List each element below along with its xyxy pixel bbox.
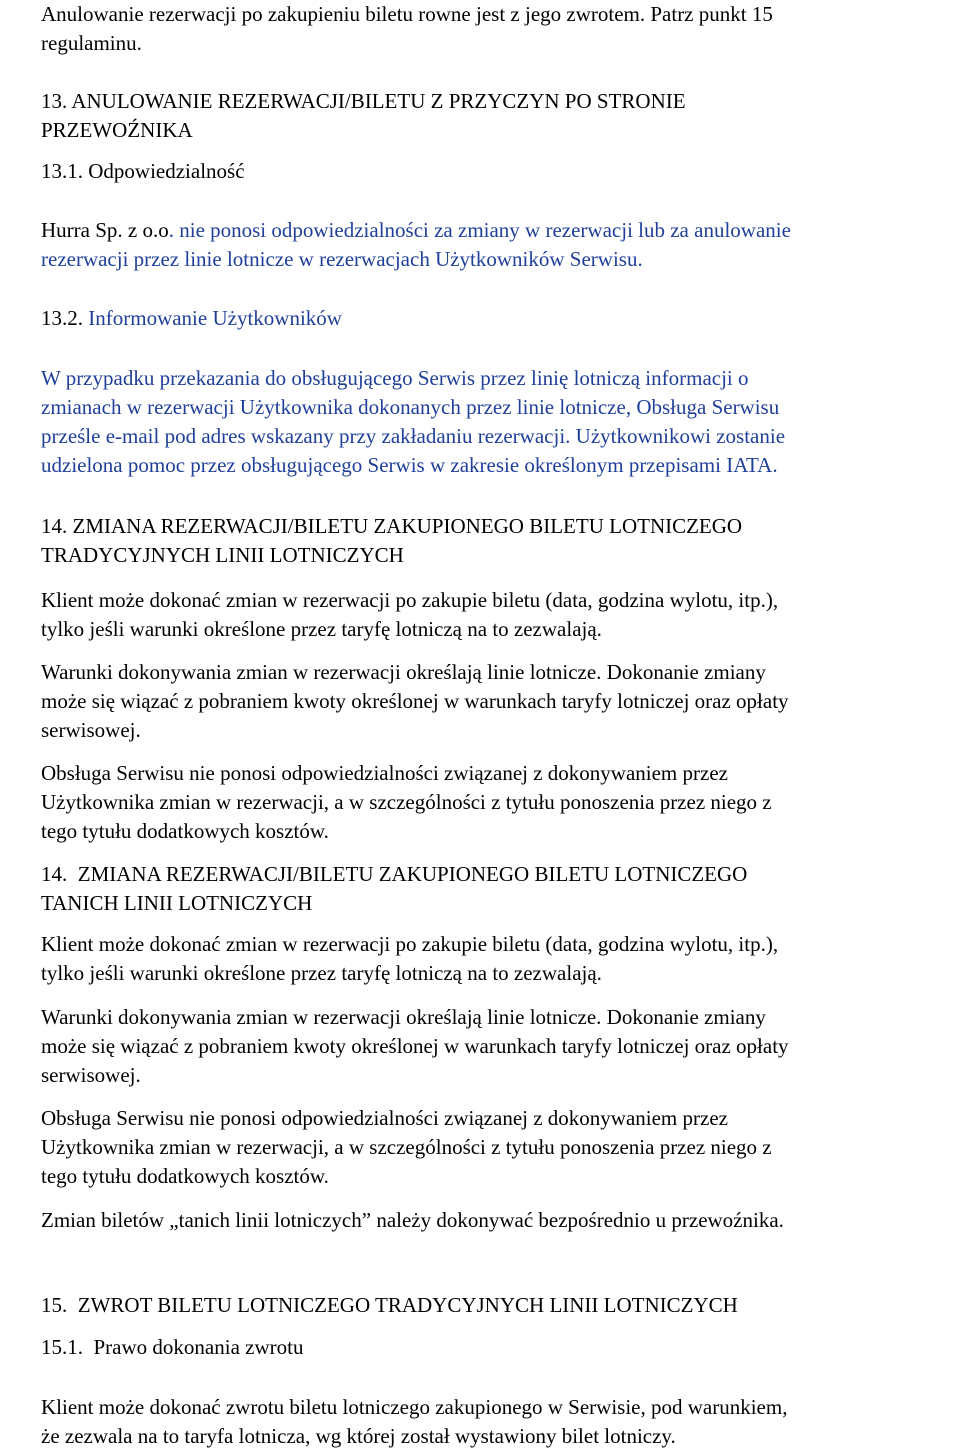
paragraph-line: Warunki dokonywania zmian w rezerwacji określają linie lotnicze. Dokonanie zmiany bbox=[41, 660, 766, 684]
paragraph-13-1 bbox=[41, 216, 791, 245]
section-13-heading: 13. ANULOWANIE REZERWACJI/BILETU Z PRZYCZYN PO STRONIE bbox=[41, 89, 686, 113]
company-name: Hurra Sp. z o.o bbox=[41, 218, 169, 242]
paragraph-line: Klient może dokonać zwrotu biletu lotniczego zakupionego w Serwisie, pod warunkiem, bbox=[41, 1395, 788, 1419]
paragraph-line: tego tytułu dodatkowych kosztów. bbox=[41, 1164, 329, 1188]
paragraph-line: Klient może dokonać zmian w rezerwacji po zakupie biletu (data, godzina wylotu, itp.), bbox=[41, 932, 779, 956]
section-15-heading: 15. ZWROT BILETU LOTNICZEGO TRADYCYJNYCH LINII LOTNICZYCH bbox=[41, 1293, 738, 1317]
paragraph-text: rezerwacji przez linie lotnicze w rezerwacjach Użytkowników Serwisu. bbox=[41, 247, 643, 271]
paragraph-13-2-line: zmianach w rezerwacji Użytkownika dokonanych przez linie lotnicze, Obsługa Serwisu bbox=[41, 395, 780, 419]
subsection-13-2-title bbox=[41, 304, 342, 333]
paragraph-line: może się wiązać z pobraniem kwoty określonej w warunkach taryfy lotniczej oraz opłaty bbox=[41, 689, 789, 713]
subsection-13-1-title: 13.1. Odpowiedzialność bbox=[41, 159, 245, 183]
paragraph-13-2-line: prześle e-mail pod adres wskazany przy zakładaniu rezerwacji. Użytkownikowi zostanie bbox=[41, 424, 786, 448]
paragraph-line: Zmian biletów „tanich linii lotniczych” należy dokonywać bezpośrednio u przewoźnika. bbox=[41, 1208, 784, 1232]
paragraph-text: . nie ponosi odpowiedzialności za zmiany w rezerwacji lub za anulowanie bbox=[168, 218, 791, 242]
paragraph-line: serwisowej. bbox=[41, 1063, 141, 1087]
paragraph-line: Klient może dokonać zmian w rezerwacji po zakupie biletu (data, godzina wylotu, itp.), bbox=[41, 588, 779, 612]
section-14-heading: TRADYCYJNYCH LINII LOTNICZYCH bbox=[41, 543, 404, 567]
intro-line: Anulowanie rezerwacji po zakupieniu biletu rowne jest z jego zwrotem. Patrz punkt 15 bbox=[41, 2, 773, 26]
paragraph-13-2-line: udzielona pomoc przez obsługującego Serwis w zakresie określonym przepisami IATA. bbox=[41, 453, 778, 477]
subsection-15-1-title: 15.1. Prawo dokonania zwrotu bbox=[41, 1335, 304, 1359]
section-13-heading: PRZEWOŹNIKA bbox=[41, 118, 193, 142]
paragraph-13-2-line: W przypadku przekazania do obsługującego Serwis przez linię lotniczą informacji o bbox=[41, 366, 749, 390]
section-14-lowcost-heading: TANICH LINII LOTNICZYCH bbox=[41, 891, 313, 915]
paragraph-line: Obsługa Serwisu nie ponosi odpowiedzialności związanej z dokonywaniem przez bbox=[41, 1106, 728, 1130]
section-14-heading: 14. ZMIANA REZERWACJI/BILETU ZAKUPIONEGO BILETU LOTNICZEGO bbox=[41, 514, 743, 538]
paragraph-line: że zezwala na to taryfa lotnicza, wg której został wystawiony bilet lotniczy. bbox=[41, 1424, 676, 1448]
subsection-title: Informowanie Użytkowników bbox=[83, 306, 342, 330]
paragraph-line: serwisowej. bbox=[41, 718, 141, 742]
paragraph-line: może się wiązać z pobraniem kwoty określonej w warunkach taryfy lotniczej oraz opłaty bbox=[41, 1034, 789, 1058]
paragraph-13-1 bbox=[41, 245, 643, 274]
paragraph-line: tylko jeśli warunki określone przez taryfę lotniczą na to zezwalają. bbox=[41, 961, 602, 985]
paragraph-line: tego tytułu dodatkowych kosztów. bbox=[41, 819, 329, 843]
paragraph-line: Użytkownika zmian w rezerwacji, a w szczególności z tytułu ponoszenia przez niego z bbox=[41, 790, 772, 814]
paragraph-line: Warunki dokonywania zmian w rezerwacji określają linie lotnicze. Dokonanie zmiany bbox=[41, 1005, 766, 1029]
intro-line: regulaminu. bbox=[41, 31, 142, 55]
paragraph-line: Użytkownika zmian w rezerwacji, a w szczególności z tytułu ponoszenia przez niego z bbox=[41, 1135, 772, 1159]
subsection-number: 13.2. bbox=[41, 306, 83, 330]
paragraph-line: tylko jeśli warunki określone przez taryfę lotniczą na to zezwalają. bbox=[41, 617, 602, 641]
section-14-lowcost-heading: 14. ZMIANA REZERWACJI/BILETU ZAKUPIONEGO BILETU LOTNICZEGO bbox=[41, 862, 748, 886]
paragraph-line: Obsługa Serwisu nie ponosi odpowiedzialności związanej z dokonywaniem przez bbox=[41, 761, 728, 785]
